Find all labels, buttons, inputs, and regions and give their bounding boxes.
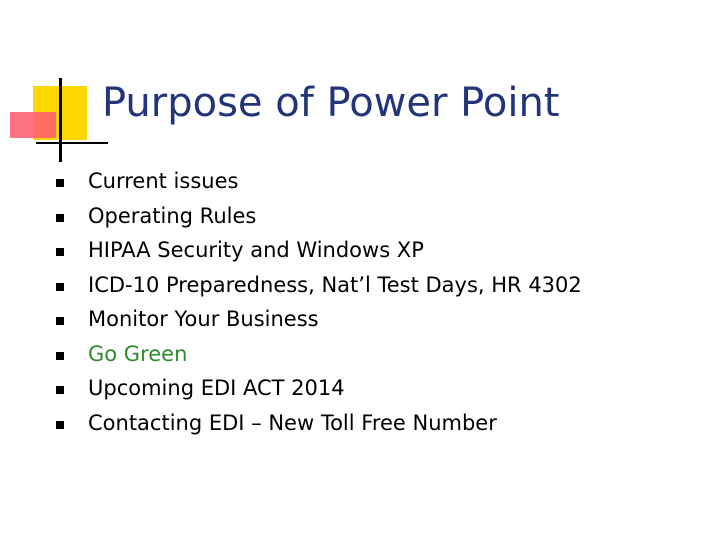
bullet-text: Upcoming EDI ACT 2014	[88, 376, 345, 401]
slide-logo-decoration	[0, 0, 110, 170]
square-bullet-icon	[56, 317, 64, 325]
bullet-text: HIPAA Security and Windows XP	[88, 238, 424, 263]
bullet-text: Operating Rules	[88, 203, 257, 228]
square-bullet-icon	[56, 421, 64, 429]
square-bullet-icon	[56, 352, 64, 360]
bullet-item	[56, 268, 582, 303]
bullet-item	[56, 302, 582, 337]
square-bullet-icon	[56, 283, 64, 291]
square-bullet-icon	[56, 386, 64, 394]
bullet-text: ICD-10 Preparedness, Nat’l Test Days, HR 4302	[88, 272, 582, 297]
bullet-text: Current issues	[88, 169, 239, 194]
bullet-text: Monitor Your Business	[88, 307, 319, 332]
bullet-item	[56, 199, 582, 234]
bullet-text: Contacting EDI – New Toll Free Number	[88, 410, 497, 435]
bullet-item	[56, 337, 582, 372]
slide-title: Purpose of Power Point	[102, 80, 560, 126]
square-bullet-icon	[56, 248, 64, 256]
bullet-list	[56, 164, 582, 440]
square-bullet-icon	[56, 214, 64, 222]
logo-vertical-line	[59, 78, 62, 162]
bullet-item	[56, 164, 582, 199]
bullet-item	[56, 406, 582, 441]
logo-horizontal-line	[36, 142, 108, 144]
bullet-text-highlight: Go Green	[88, 341, 188, 366]
logo-red-square	[10, 112, 56, 138]
square-bullet-icon	[56, 179, 64, 187]
bullet-item	[56, 371, 582, 406]
bullet-item	[56, 233, 582, 268]
